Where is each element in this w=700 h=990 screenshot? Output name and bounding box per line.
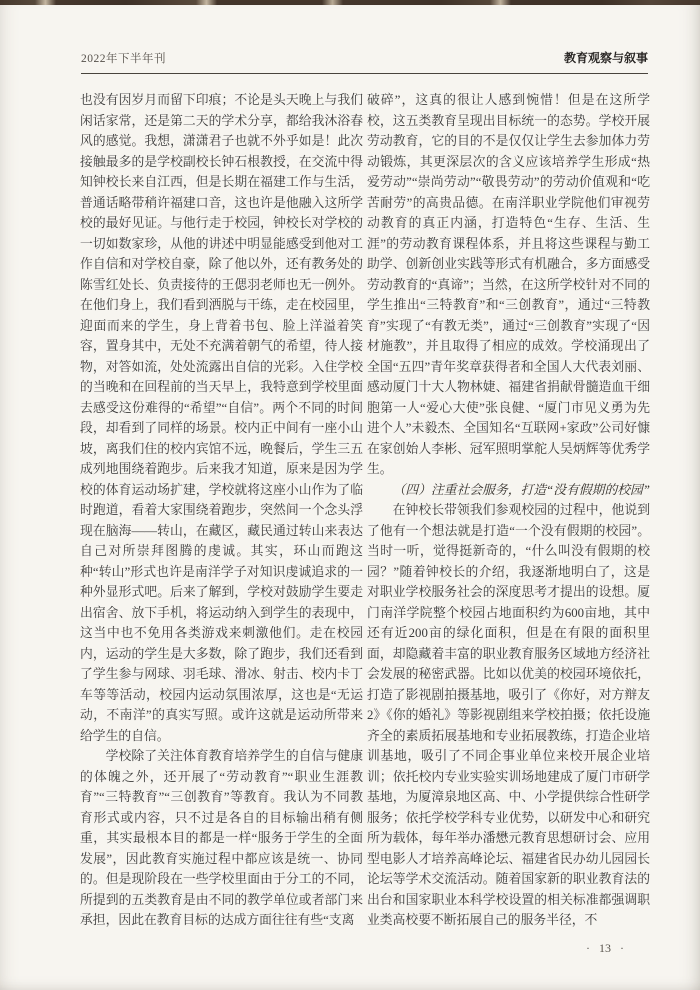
article-body (80, 90, 650, 931)
page-footer (80, 941, 646, 956)
footer-dot-left: · (586, 941, 590, 955)
right-column (367, 90, 650, 931)
paragraph-continuation: 也没有因岁月而留下印痕；不论是头天晚上与我们闲话家常，还是第二天的学术分享，都给我沐浴春风的感觉。我想，潇潇君子也就不外乎如是！此次接触最多的是学校副校长钟石根教授，在交流中得知钟校长来自江西，但是长期在福建工作与生活，普通话略带稍许福建口音，这也许是他融入这所学校的最好见证。与他行走于校园，钟校长对学校的一切如数家珍，从他的讲述中明显能感受到他对工作自信和对学校自豪，除了他以外，还有教务处的陈雪红处长、负责接待的王偲羽老师也无一例外。在他们身上，我们看到洒脱与干练，走在校园里，迎面而来的学生，身上背着书包、脸上洋溢着笑容，置身其中，无处不充满着朝气的希望，待人接物，对答如流，处处流露出自信的光彩。入住学校的当晚和在回程前的当天早上，我特意到学校里面去感受这份难得的“希望”“自信”。两个不同的时间段，却看到了同样的场景。校内正中间有一座小山坡，离我们住的校内宾馆不远，晚餐后，学生三五成列地围绕着跑步。后来我才知道，原来是因为学校的体育运动场扩建，学校就将这座小山作为了临时跑道，看着大家围绕着跑步，突然间一个念头浮现在脑海——转山，在藏区，藏民通过转山来表达自己对所崇拜图腾的虔诚。其实，环山而跑这种“转山”形式也许是南洋学子对知识虔诚追求的一种外显形式吧。后来了解到，学校对鼓励学生要走出宿舍、放下手机，将运动纳入到学生的表现中，这当中也不免用各类游戏来刺激他们。走在校园内，运动的学生是大多数，除了跑步，我们还看到了学生参与网球、羽毛球、滑冰、射击、校内卡丁车等等活动，校园内运动氛围浓厚，这也是“无运动，不南洋”的真实写照。或许这就是运动所带来给学生的自信。 (80, 93, 363, 743)
page-header (81, 49, 648, 74)
section-heading: （四）注重社会服务，打造“没有假期的校园” (392, 482, 650, 497)
page-number: 13 (599, 941, 611, 955)
footer-dot-right: · (620, 941, 624, 955)
scan-edge-artifact (0, 0, 700, 5)
paragraph: 在钟校长带领我们参观校园的过程中，他说到了他有一个想法就是打造“一个没有假期的校园”。当时一听，觉得挺新奇的，“什么叫没有假期的校园？”随着钟校长的介绍，我逐渐地明白了，这是对职业学校服务社会的深度思考才提出的设想。厦门南洋学院整个校园占地面积约为600亩地，其中还有近200亩的绿化面积，但是在有限的面积里面，却隐藏着丰富的职业教育服务区域地方经济社会发展的秘密武器。比如以优美的校园环境依托，打造了影视剧拍摄基地，吸引了《你好，对方辩友2》《你的婚礼》等影视剧组来学校拍摄；依托设施齐全的素质拓展基地和专业拓展教练，打造企业培训基地，吸引了不同企事业单位来校开展企业培训；依托校内专业实验实训场地建成了厦门市研学基地，为厦漳泉地区高、中、小学提供综合性研学服务；依托学校学科专业优势，以研发中心和研究所为载体，每年举办潘懋元教育思想研讨会、应用型电影人才培养高峰论坛、福建省民办幼儿园园长论坛等学术交流活动。随着国家新的职业教育法的出台和国家职业本科学校设置的相关标准都强调职业类高校要不断拓展自己的服务半径，不 (367, 503, 650, 927)
paragraph-continuation: 破碎”，这真的很让人感到惋惜！但是在这所学校，这五类教育呈现出目标统一的态势。学校开展劳动教育，它的目的不是仅仅让学生去参加体力劳动锻炼，其更深层次的含义应该培养学生形成“热爱劳动”“崇尚劳动”“敬畏劳动”的劳动价值观和“吃苦耐劳”的高贵品德。在南洋职业学院他们审视劳动教育的真正内涵，打造特色“生存、生活、生涯”的劳动教育课程体系，并且将这些课程与勤工助学、创新创业实践等形式有机融合，多方面感受劳动教育的“真谛”；当然，在这所学校针对不同的学生推出“三特教育”和“三创教育”，通过“三特教育”实现了“有教无类”，通过“三创教育”实现了“因材施教”，并且取得了相应的成效。学校涌现出了全国“五四”青年奖章获得者和全国人大代表刘丽、感动厦门十大人物林婕、福建省捐献骨髓造血干细胞第一人“爱心大使”张良健、“厦门市见义勇为先进个人”未毅杰、全国知名“互联网+家政”公司好慷在家创始人李彬、冠军照明掌舵人吴炳辉等优秀学生。 (367, 93, 650, 476)
issue-label: 2022年下半年刊 (81, 53, 166, 65)
left-column (80, 90, 363, 931)
paragraph: 学校除了关注体育教育培养学生的自信与健康的体魄之外，还开展了“劳动教育”“职业生涯教育”“三特教育”“三创教育”等教育。我认为不同教育形式或内容，只不过是各自的目标输出稍有侧重，其实最根本目的都是一样“服务于学生的全面发展”，因此教育实施过程中都应该是统一、协同的。但是现阶段在一些学校里面由于分工的不同，所提到的五类教育是由不同的教学单位或者部门来承担，因此在教育目标的达成方面往往有些“支离 (80, 749, 363, 927)
section-title: 教育观察与叙事 (563, 51, 648, 65)
